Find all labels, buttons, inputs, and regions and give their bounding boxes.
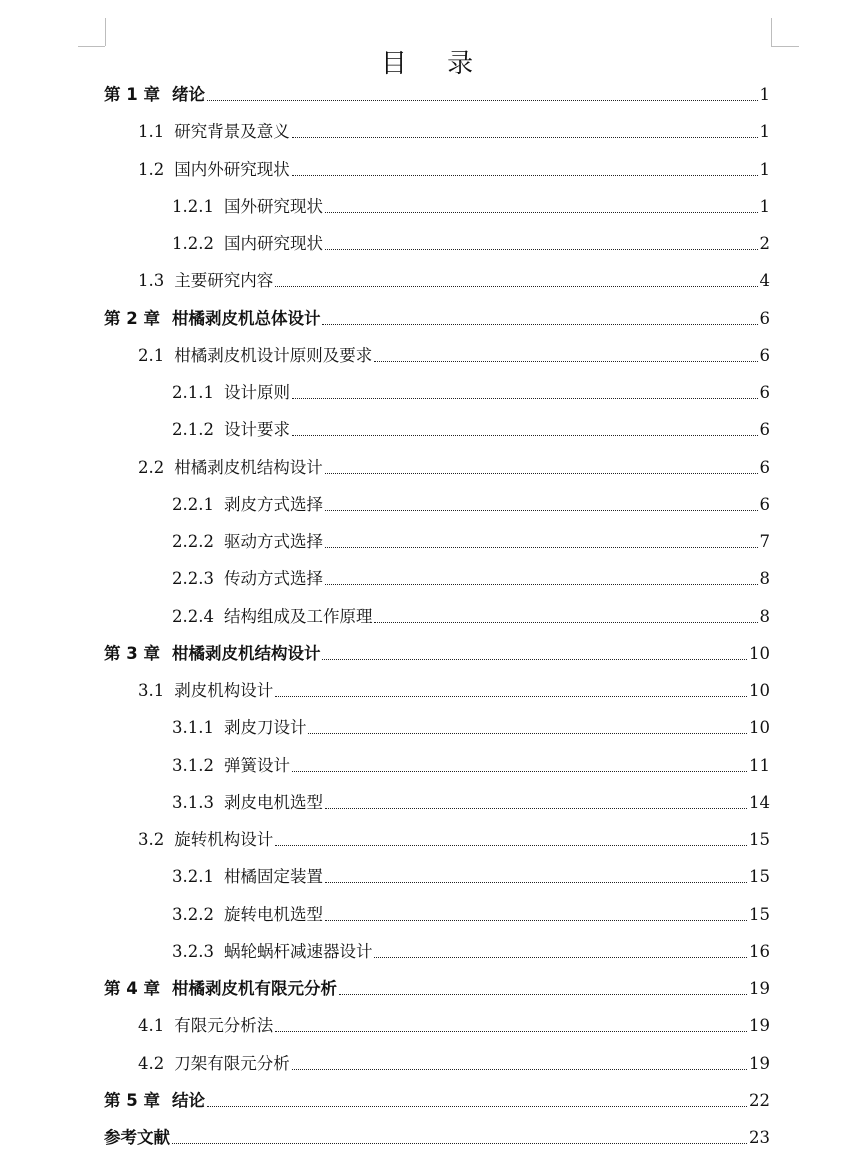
toc-entry-page: 8 <box>759 606 770 626</box>
toc-entry-page: 6 <box>759 345 770 365</box>
toc-entry-page: 15 <box>749 830 770 849</box>
toc-entry-label: 剥皮机构设计 <box>174 681 274 700</box>
toc-entry[interactable] <box>104 641 770 665</box>
toc-entry-number: 2.2.2 <box>172 532 214 551</box>
toc-entry-number: 3.2.1 <box>172 867 214 887</box>
toc-entry-number: 3.2 <box>138 830 165 849</box>
toc-entry-label: 设计要求 <box>223 420 290 440</box>
toc-entry-page: 6 <box>759 308 770 328</box>
toc-entry-label: 有限元分析法 <box>174 1016 274 1036</box>
toc-entry-page: 6 <box>759 457 770 477</box>
toc-entry[interactable] <box>172 753 770 777</box>
toc-entry[interactable] <box>172 902 770 926</box>
toc-entry-label: 弹簧设计 <box>223 755 290 775</box>
toc-entry-page: 16 <box>749 941 770 961</box>
toc-dot-leader <box>322 324 757 325</box>
toc-dot-leader <box>325 808 747 809</box>
toc-entry-label: 剥皮电机选型 <box>223 792 323 812</box>
toc-entry-label: 剥皮方式选择 <box>223 494 323 514</box>
toc-entry-page: 23 <box>749 1128 770 1147</box>
toc-entry-page: 15 <box>749 904 770 924</box>
toc-entry-page: 11 <box>749 755 770 775</box>
toc-entry-label: 国外研究现状 <box>223 196 323 216</box>
toc-dot-leader <box>275 286 757 287</box>
toc-entry-page: 19 <box>749 1016 770 1036</box>
toc-entry[interactable] <box>138 1051 770 1075</box>
toc-dot-leader <box>374 622 757 623</box>
toc-entry-number: 第 2 章 <box>104 308 160 328</box>
toc-dot-leader <box>374 957 747 958</box>
toc-dot-leader <box>308 733 747 734</box>
toc-entry-page: 10 <box>749 681 770 700</box>
toc-entry-page: 8 <box>759 569 770 589</box>
toc-entry[interactable] <box>172 194 770 218</box>
page-title: 目 录 <box>380 49 490 79</box>
toc-entry-number: 1.2.1 <box>172 196 214 216</box>
toc-entry[interactable] <box>138 343 770 367</box>
toc-entry[interactable] <box>172 492 770 516</box>
toc-entry-label: 国内研究现状 <box>223 234 323 253</box>
toc-entry-number: 3.1.2 <box>172 755 214 775</box>
toc-entry-page: 6 <box>759 420 770 440</box>
toc-entry-number: 4.1 <box>138 1016 165 1036</box>
page-corner-mark-top-left <box>105 18 106 46</box>
toc-entry-label: 参考文献 <box>104 1128 170 1147</box>
toc-dot-leader <box>292 771 747 772</box>
toc-entry-label: 蜗轮蜗杆减速器设计 <box>223 941 373 961</box>
toc-entry-page: 19 <box>749 1053 770 1073</box>
toc-entry-label: 主要研究内容 <box>174 271 274 291</box>
toc-entry-page: 1 <box>759 159 770 179</box>
toc-entry[interactable] <box>138 827 770 851</box>
toc-entry-label: 设计原则 <box>223 383 290 402</box>
toc-dot-leader <box>292 175 758 176</box>
toc-entry-label: 旋转机构设计 <box>174 830 274 849</box>
toc-dot-leader <box>325 473 758 474</box>
toc-entry-number: 3.1.3 <box>172 792 214 812</box>
toc-dot-leader <box>325 547 758 548</box>
toc-dot-leader <box>325 584 758 585</box>
toc-entry-page: 1 <box>759 122 770 142</box>
toc-entry-number: 2.2.1 <box>172 494 214 514</box>
toc-entry[interactable] <box>138 678 770 702</box>
toc-dot-leader <box>325 249 758 250</box>
toc-entry-page: 6 <box>759 383 770 402</box>
toc-dot-leader <box>275 696 747 697</box>
toc-entry-label: 驱动方式选择 <box>223 532 323 551</box>
toc-entry[interactable] <box>104 306 770 330</box>
toc-entry-label: 柑橘剥皮机有限元分析 <box>171 979 337 998</box>
toc-dot-leader <box>325 510 758 511</box>
toc-dot-leader <box>325 920 747 921</box>
toc-entry[interactable] <box>138 157 770 181</box>
toc-entry-page: 4 <box>759 271 770 291</box>
toc-dot-leader <box>339 994 747 995</box>
toc-entry-page: 14 <box>749 792 770 812</box>
toc-dot-leader <box>292 137 758 138</box>
toc-entry-number: 2.2.3 <box>172 569 214 589</box>
toc-dot-leader <box>325 212 758 213</box>
toc-entry[interactable] <box>172 864 770 888</box>
toc-entry[interactable] <box>104 976 770 1000</box>
toc-entry-label: 剥皮刀设计 <box>223 718 307 738</box>
toc-entry[interactable] <box>104 1088 770 1112</box>
toc-entry-number: 1.1 <box>138 122 165 142</box>
toc-entry-number: 1.2.2 <box>172 234 214 253</box>
toc-dot-leader <box>207 1106 747 1107</box>
toc-entry-page: 10 <box>749 718 770 738</box>
toc-dot-leader <box>374 361 757 362</box>
toc-entry[interactable] <box>172 417 770 441</box>
toc-entry-number: 4.2 <box>138 1053 165 1073</box>
toc-entry-page: 7 <box>759 532 770 551</box>
toc-entry-number: 第 3 章 <box>104 643 160 663</box>
toc-entry-number: 2.1 <box>138 345 165 365</box>
toc-dot-leader <box>207 100 758 101</box>
toc-entry-number: 第 5 章 <box>104 1090 160 1110</box>
toc-entry[interactable] <box>172 715 770 739</box>
toc-entry-number: 3.1.1 <box>172 718 214 738</box>
toc-dot-leader <box>275 1031 747 1032</box>
toc-entry-label: 研究背景及意义 <box>174 122 290 142</box>
toc-entry-label: 旋转电机选型 <box>223 904 323 924</box>
toc-entry[interactable] <box>172 939 770 963</box>
toc-dot-leader <box>292 398 758 399</box>
toc-entry[interactable] <box>172 529 770 553</box>
toc-entry-number: 2.1.1 <box>172 383 214 402</box>
toc-entry-label: 结构组成及工作原理 <box>223 606 373 626</box>
toc-entry-number: 3.2.2 <box>172 904 214 924</box>
toc-entry-number: 第 4 章 <box>104 979 160 998</box>
toc-entry[interactable] <box>172 790 770 814</box>
toc-entry[interactable] <box>138 455 770 479</box>
toc-dot-leader <box>292 435 758 436</box>
toc-entry[interactable] <box>172 231 770 255</box>
toc-entry-page: 10 <box>749 643 770 663</box>
toc-dot-leader <box>325 882 747 883</box>
toc-entry-page: 6 <box>759 494 770 514</box>
toc-entry-page: 1 <box>759 196 770 216</box>
toc-entry-number: 2.2 <box>138 457 165 477</box>
toc-entry-page: 19 <box>749 979 770 998</box>
toc-entry-number: 1.3 <box>138 271 165 291</box>
toc-entry-page: 15 <box>749 867 770 887</box>
toc-entry-page: 22 <box>749 1090 770 1110</box>
page-corner-mark-top-right <box>771 18 772 46</box>
toc-entry-number: 3.2.3 <box>172 941 214 961</box>
toc-entry[interactable] <box>138 1013 770 1037</box>
toc-entry[interactable] <box>172 380 770 404</box>
toc-dot-leader <box>275 845 747 846</box>
toc-entry-label: 柑橘剥皮机设计原则及要求 <box>174 345 373 365</box>
toc-entry-label: 柑橘固定装置 <box>223 867 323 887</box>
toc-entry-label: 刀架有限元分析 <box>174 1053 290 1073</box>
toc-entry-number: 2.2.4 <box>172 606 214 626</box>
toc-entry-number: 第 1 章 <box>104 85 160 104</box>
toc-entry[interactable] <box>138 268 770 292</box>
toc-entry-label: 柑橘剥皮机结构设计 <box>171 643 321 663</box>
toc-entry-label: 柑橘剥皮机结构设计 <box>174 457 323 477</box>
toc-entry-number: 3.1 <box>138 681 165 700</box>
toc-entry[interactable] <box>172 604 770 628</box>
toc-entry[interactable] <box>104 82 770 106</box>
toc-entry-label: 传动方式选择 <box>223 569 323 589</box>
toc-dot-leader <box>172 1143 747 1144</box>
toc-entry-label: 柑橘剥皮机总体设计 <box>171 308 321 328</box>
toc-entry[interactable] <box>172 566 770 590</box>
toc-entry-number: 1.2 <box>138 159 165 179</box>
toc-entry[interactable] <box>104 1125 770 1149</box>
toc-dot-leader <box>292 1069 747 1070</box>
toc-entry-label: 结论 <box>171 1090 205 1110</box>
toc-entry-page: 2 <box>759 234 770 253</box>
toc-entry-number: 2.1.2 <box>172 420 214 440</box>
toc-entry[interactable] <box>138 119 770 143</box>
toc-entry-label: 绪论 <box>171 85 205 104</box>
toc-entry-page: 1 <box>759 85 770 104</box>
toc-dot-leader <box>322 659 747 660</box>
toc-entry-label: 国内外研究现状 <box>174 159 290 179</box>
